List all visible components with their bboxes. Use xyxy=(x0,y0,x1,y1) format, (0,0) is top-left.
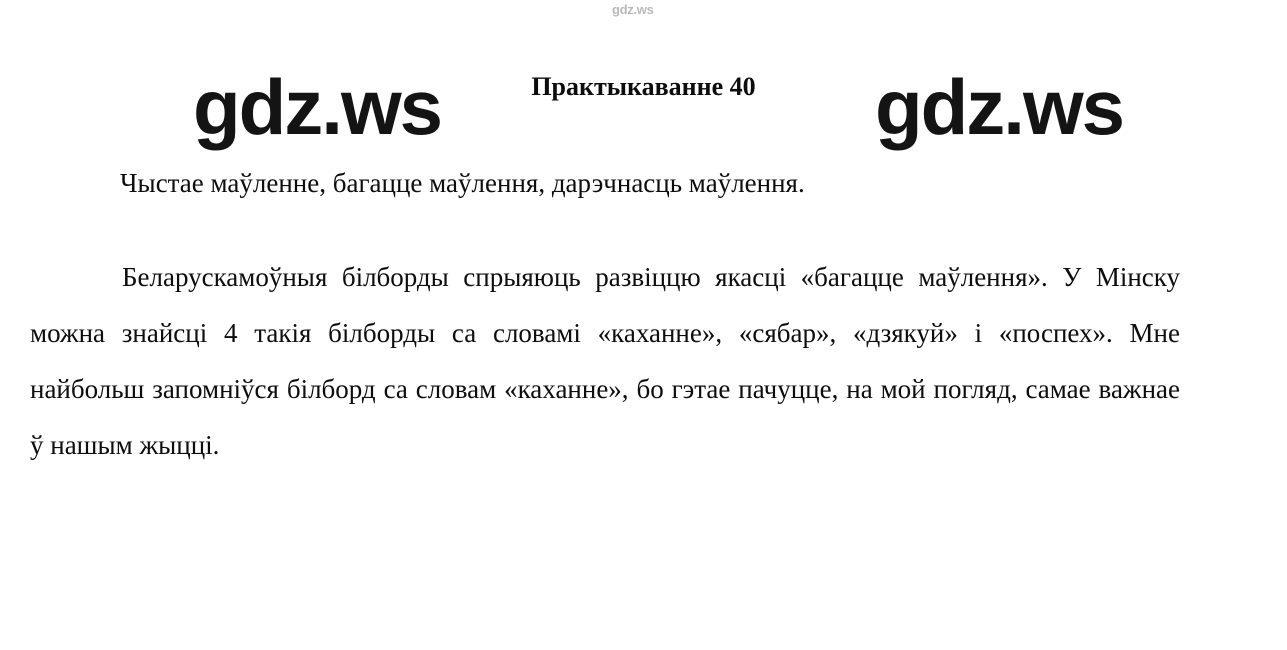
watermark-right: gdz.ws xyxy=(875,63,1124,151)
lead-paragraph: Чыстае маўленне, багацце маўлення, дарэчнасць маўлення. xyxy=(120,168,805,198)
watermark-top-small: gdz.ws xyxy=(612,2,654,17)
body-paragraph: Беларускамоўныя білборды спрыяюць развіццю якасці «багацце маўлення». У Мінску можна знайсці 4 такія білборды са словамі «каханне», «сябар», «дзякуй» і «поспех». Мне найбольш запомніўся білборд са словам «каханне», бо гэтае пачуцце, на мой погляд, самае важнае ў нашым жыцці. xyxy=(30,262,1180,460)
page-title: Практыкаванне 40 xyxy=(531,72,756,102)
watermark-left: gdz.ws xyxy=(193,63,442,151)
